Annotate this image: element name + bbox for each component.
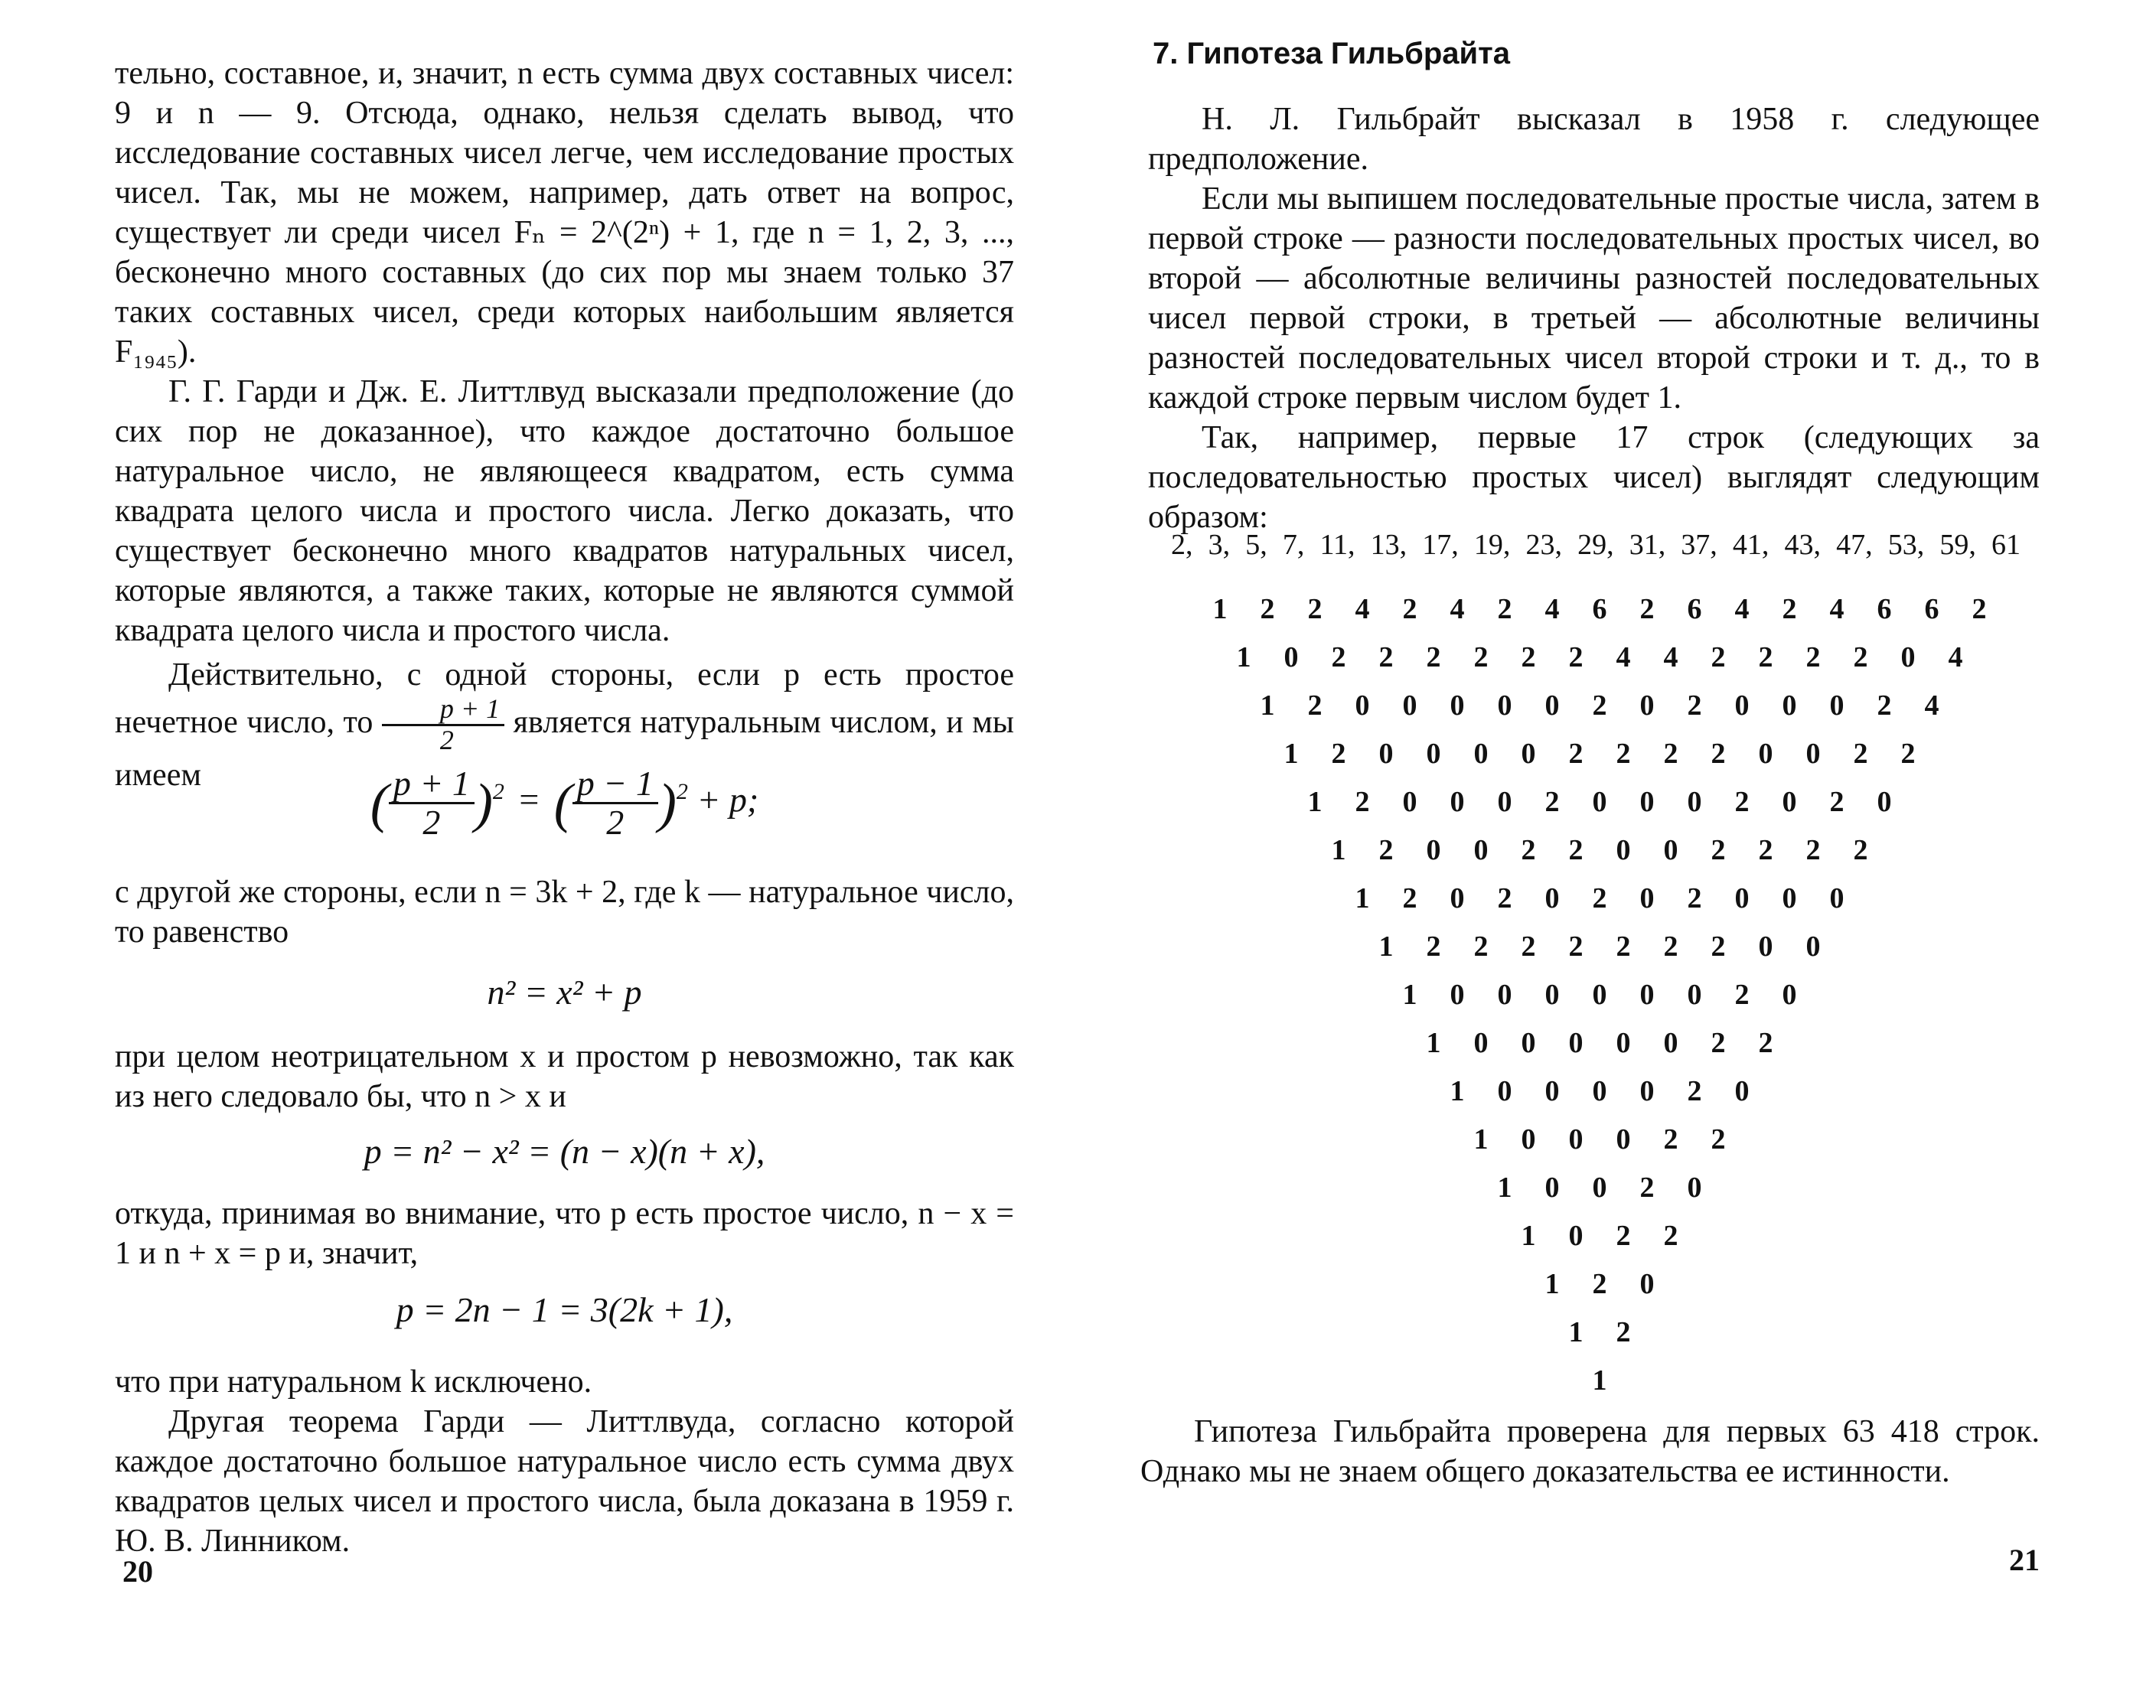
triangle-cell: 2 [1639,593,1655,625]
triangle-cell: 0 [1900,641,1916,673]
left-paragraph-7: что при натуральном k исключено. [115,1364,592,1400]
triangle-cell: 2 [1568,931,1584,963]
triangle-cell: 0 [1687,786,1702,818]
triangle-cell: 1 [1378,931,1394,963]
formula-p-value: p = 2n − 1 = 3(2k + 1), [396,1290,733,1329]
triangle-cell: 2 [1568,641,1584,673]
triangle-cell: 1 [1331,834,1346,866]
triangle-cell: 2 [1521,641,1536,673]
triangle-cell: 2 [1805,641,1821,673]
triangle-row [1194,1260,2005,1309]
triangle-cell: 1 [1592,1364,1607,1397]
prime-number: 59, [1939,529,1976,561]
left-paragraph-1: тельно, составное, и, значит, n есть сумма двух составных чисел: 9 и n — 9. Отсюда, однако, нельзя сделать вывод, что исследование составных чисел легче, чем исследование простых чисел. Так, мы не можем, например, дать ответ на вопрос, существует ли среди чисел Fₙ = 2^(2ⁿ) + 1, где n = 1, 2, 3, ..., бесконечно много составных (до сих пор мы знаем только 37 таких составных чисел, среди которых наибольшим является F₁₉₄₅). [115,56,1014,370]
triangle-cell: 4 [1924,689,1939,722]
right-paragraph-3: Так, например, первые 17 строк (следующих за последовательностью простых чисел) выглядят следующим образом: [1148,420,2040,535]
triangle-cell: 2 [1639,1172,1655,1204]
triangle-cell: 0 [1639,786,1655,818]
triangle-cell: 1 [1544,1268,1560,1300]
triangle-cell: 0 [1616,1027,1631,1059]
triangle-cell: 0 [1663,834,1678,866]
triangle-cell: 0 [1568,1027,1584,1059]
prime-number: 53, [1887,529,1925,561]
triangle-cell: 0 [1568,1123,1584,1156]
triangle-cell: 1 [1260,689,1275,722]
triangle-cell: 1 [1236,641,1251,673]
triangle-cell: 4 [1616,641,1631,673]
triangle-cell: 0 [1544,979,1560,1011]
triangle-cell: 0 [1663,1027,1678,1059]
triangle-cell: 2 [1972,593,1987,625]
fraction-numerator: p + 1 [382,695,504,726]
triangle-cell: 0 [1450,689,1465,722]
triangle-cell: 2 [1900,738,1916,770]
formula-1-rhs-num: p − 1 [572,765,658,804]
triangle-cell: 0 [1568,1220,1584,1252]
triangle-row [1194,875,2005,923]
left-text-block-5 [115,1362,1014,1561]
triangle-row [1194,1309,2005,1357]
prime-number: 19, [1473,529,1511,561]
triangle-cell: 2 [1734,786,1750,818]
paren-open: ( [370,772,389,834]
prime-number: 7, [1282,529,1305,561]
triangle-cell: 4 [1948,641,1963,673]
formula-1-lhs-num: p + 1 [389,765,475,804]
triangle-cell: 2 [1378,641,1394,673]
triangle-cell: 2 [1805,834,1821,866]
triangle-cell: 2 [1616,931,1631,963]
triangle-row [1194,1164,2005,1212]
triangle-cell: 2 [1497,593,1512,625]
triangle-cell: 2 [1616,1220,1631,1252]
triangle-cell: 0 [1639,1075,1655,1107]
triangle-cell: 6 [1687,593,1702,625]
right-paragraph-1: Н. Л. Гильбрайт высказал в 1958 г. следующее предположение. [1148,102,2040,177]
prime-number: 43, [1784,529,1822,561]
triangle-cell: 1 [1568,1316,1584,1348]
triangle-row [1194,585,2005,634]
left-paragraph-3-a: Действительно, с одной стороны, если p есть простое нечетное число, то [115,657,1014,740]
triangle-cell: 0 [1497,689,1512,722]
triangle-cell: 0 [1592,786,1607,818]
left-text-block-2 [115,872,1014,952]
formula-difference-of-squares: p = n² − x² = (n − x)(n + x), [364,1132,765,1171]
triangle-cell: 1 [1402,979,1417,1011]
triangle-cell: 2 [1521,834,1536,866]
triangle-cell: 0 [1497,786,1512,818]
triangle-cell: 2 [1853,738,1868,770]
triangle-cell: 0 [1805,931,1821,963]
triangle-cell: 4 [1663,641,1678,673]
left-paragraph-6: откуда, принимая во внимание, что p есть простое число, n − x = 1 и n + x = p и, значит, [115,1196,1014,1271]
triangle-cell: 0 [1544,1172,1560,1204]
triangle-cell: 6 [1592,593,1607,625]
triangle-cell: 2 [1663,738,1678,770]
left-text-block-4 [115,1194,1014,1273]
triangle-cell: 0 [1521,1027,1536,1059]
triangle-cell: 2 [1592,689,1607,722]
left-paragraph-4: с другой же стороны, если n = 3k + 2, где k — натуральное число, то равенство [115,875,1014,950]
right-paragraph-2: Если мы выпишем последовательные простые числа, затем в первой строке — разности последовательных простых чисел, во второй — абсолютные величины разностей последовательных чисел первой строки, в третьей — абсолютные величины разностей последовательных чисел второй строки и т. д., то в каждой строке первым числом будет 1. [1148,181,2040,416]
triangle-cell: 2 [1616,738,1631,770]
triangle-cell: 1 [1450,1075,1465,1107]
left-paragraph-5: при целом неотрицательном x и простом p невозможно, так как из него следовало бы, что n > x и [115,1039,1014,1114]
left-paragraph-3-fraction [382,695,504,755]
triangle-cell: 0 [1426,738,1441,770]
triangle-cell: 0 [1592,1075,1607,1107]
triangle-cell: 0 [1639,689,1655,722]
triangle-cell: 2 [1544,786,1560,818]
triangle-row [1194,1212,2005,1260]
formula-square-identity: ( $\frac{p + 1}{2}$ )$^2$ = ( $\frac{p - 1}{2}$ )$^2$ + p; [370,764,759,843]
formula-1-rhs-den: 2 [606,803,625,843]
triangle-cell: 0 [1355,689,1370,722]
triangle-cell: 0 [1473,1027,1489,1059]
triangle-cell: 0 [1402,689,1417,722]
triangle-cell: 4 [1450,593,1465,625]
gilbreath-triangle [1194,585,2005,1405]
triangle-cell: 2 [1711,1123,1726,1156]
triangle-cell: 0 [1829,689,1845,722]
triangle-cell: 2 [1426,641,1441,673]
triangle-cell: 0 [1283,641,1299,673]
prime-number: 47, [1836,529,1873,561]
formula-n-squared: n² = x² + p [487,973,642,1012]
triangle-cell: 0 [1687,979,1702,1011]
triangle-cell: 0 [1782,882,1797,914]
triangle-cell: 2 [1568,834,1584,866]
triangle-cell: 2 [1734,979,1750,1011]
triangle-cell: 0 [1782,689,1797,722]
triangle-cell: 0 [1734,882,1750,914]
triangle-cell: 0 [1497,979,1512,1011]
triangle-cell: 2 [1616,1316,1631,1348]
triangle-cell: 6 [1877,593,1892,625]
fraction-denominator: 2 [439,724,454,755]
triangle-cell: 0 [1402,786,1417,818]
triangle-cell: 0 [1426,834,1441,866]
triangle-cell: 0 [1592,1172,1607,1204]
triangle-cell: 0 [1473,738,1489,770]
left-paragraph-2: Г. Г. Гарди и Дж. Е. Литтлвуд высказали предположение (до сих пор не доказанное), что каждое достаточно большое натуральное число, не являющееся квадратом, есть сумма квадрата целого числа и простого числа. Легко доказать, что существует бесконечно много квадратов натуральных чисел, которые являются, а также таких, которые не являются суммой квадрата целого числа и простого числа. [115,374,1014,648]
triangle-cell: 2 [1402,882,1417,914]
triangle-row [1194,1068,2005,1116]
left-paragraph-8: Другая теорема Гарди — Литтлвуда, согласно которой каждое достаточно большое натуральное число есть сумма двух квадратов целых чисел и простого числа, была доказана в 1959 г. Ю. В. Линником. [115,1404,1014,1559]
triangle-cell: 0 [1734,1075,1750,1107]
triangle-cell: 2 [1687,689,1702,722]
page-number-left: 20 [122,1554,153,1589]
triangle-cell: 0 [1592,979,1607,1011]
triangle-cell: 2 [1853,641,1868,673]
triangle-cell: 2 [1497,882,1512,914]
formula-1-lhs-den: 2 [422,803,441,843]
prime-number: 3, [1208,529,1231,561]
triangle-cell: 1 [1307,786,1323,818]
triangle-cell: 0 [1782,786,1797,818]
prime-number: 37, [1681,529,1717,561]
triangle-cell: 0 [1450,786,1465,818]
triangle-cell: 1 [1212,593,1228,625]
prime-number: 23, [1525,529,1562,561]
triangle-row [1194,1357,2005,1405]
triangle-cell: 2 [1782,593,1797,625]
triangle-cell: 0 [1758,931,1773,963]
triangle-cell: 2 [1758,834,1773,866]
triangle-cell: 2 [1378,834,1394,866]
triangle-cell: 2 [1663,1220,1678,1252]
triangle-cell: 0 [1616,834,1631,866]
triangle-cell: 2 [1687,882,1702,914]
section-heading: 7. Гипотеза Гильбрайта [1153,37,1510,70]
triangle-cell: 2 [1663,1123,1678,1156]
left-paragraph-3-b: является натуральным числом, и мы имеем [115,704,1015,793]
left-text-block-3 [115,1037,1014,1116]
triangle-cell: 2 [1877,689,1892,722]
triangle-cell: 4 [1544,593,1560,625]
triangle-row [1194,778,2005,826]
triangle-cell: 2 [1663,931,1678,963]
triangle-cell: 2 [1711,834,1726,866]
triangle-cell: 2 [1687,1075,1702,1107]
triangle-cell: 2 [1307,689,1323,722]
triangle-cell: 2 [1592,1268,1607,1300]
triangle-cell: 2 [1521,931,1536,963]
triangle-cell: 2 [1260,593,1275,625]
triangle-cell: 0 [1639,882,1655,914]
triangle-cell: 4 [1355,593,1370,625]
prime-number: 2, [1171,529,1193,561]
triangle-row [1194,730,2005,778]
triangle-cell: 0 [1544,689,1560,722]
triangle-cell: 2 [1355,786,1370,818]
triangle-cell: 2 [1853,834,1868,866]
triangle-cell: 0 [1639,979,1655,1011]
triangle-cell: 0 [1378,738,1394,770]
triangle-cell: 2 [1829,786,1845,818]
formula-1-tail: + p; [696,780,759,820]
right-text-block-1 [1148,99,2040,537]
triangle-cell: 2 [1402,593,1417,625]
triangle-cell: 1 [1521,1220,1536,1252]
right-paragraph-4: Гипотеза Гильбрайта проверена для первых 63 418 строк. Однако мы не знаем общего доказательства ее истинности. [1140,1414,2040,1489]
triangle-cell: 4 [1829,593,1845,625]
prime-number: 31, [1629,529,1666,561]
prime-number: 13, [1370,529,1407,561]
triangle-cell: 2 [1758,641,1773,673]
triangle-cell: 0 [1497,1075,1512,1107]
triangle-cell: 0 [1829,882,1845,914]
triangle-cell: 0 [1687,1172,1702,1204]
triangle-cell: 2 [1711,931,1726,963]
right-text-block-2 [1140,1412,2040,1491]
triangle-cell: 0 [1805,738,1821,770]
triangle-cell: 2 [1711,641,1726,673]
prime-number: 11, [1319,529,1355,561]
triangle-cell: 1 [1355,882,1370,914]
triangle-cell: 0 [1877,786,1892,818]
triangle-row [1194,634,2005,682]
triangle-cell: 2 [1307,593,1323,625]
triangle-row [1194,826,2005,875]
triangle-cell: 2 [1592,882,1607,914]
triangle-row [1194,682,2005,730]
page-number-right: 21 [2009,1543,2040,1577]
primes-sequence [1171,528,2021,562]
triangle-cell: 0 [1450,979,1465,1011]
prime-number: 17, [1422,529,1459,561]
triangle-cell: 2 [1711,738,1726,770]
prime-number: 5, [1245,529,1267,561]
triangle-row [1194,1116,2005,1164]
triangle-cell: 0 [1521,1123,1536,1156]
triangle-cell: 0 [1639,1268,1655,1300]
paren-close: ) [474,772,493,834]
triangle-cell: 0 [1450,882,1465,914]
triangle-cell: 2 [1331,738,1346,770]
formula-1-rhs-fraction [572,765,658,842]
formula-1-lhs-fraction [389,765,475,842]
prime-number: 41, [1732,529,1769,561]
triangle-cell: 2 [1568,738,1584,770]
triangle-cell: 2 [1758,1027,1773,1059]
prime-number: 61 [1991,529,2021,561]
triangle-cell: 0 [1544,882,1560,914]
triangle-row [1194,1019,2005,1068]
triangle-cell: 0 [1616,1123,1631,1156]
triangle-cell: 2 [1711,1027,1726,1059]
triangle-cell: 6 [1924,593,1939,625]
triangle-cell: 0 [1734,689,1750,722]
triangle-cell: 1 [1473,1123,1489,1156]
triangle-cell: 0 [1521,738,1536,770]
triangle-cell: 0 [1544,1075,1560,1107]
triangle-cell: 0 [1758,738,1773,770]
triangle-cell: 2 [1473,641,1489,673]
left-text-block-1 [115,54,1014,795]
triangle-cell: 2 [1331,641,1346,673]
triangle-cell: 0 [1782,979,1797,1011]
prime-number: 29, [1577,529,1614,561]
triangle-cell: 1 [1426,1027,1441,1059]
triangle-row [1194,923,2005,971]
triangle-cell: 1 [1497,1172,1512,1204]
triangle-row [1194,971,2005,1019]
triangle-cell: 2 [1426,931,1441,963]
triangle-cell: 0 [1473,834,1489,866]
triangle-cell: 4 [1734,593,1750,625]
triangle-cell: 2 [1473,931,1489,963]
triangle-cell: 1 [1283,738,1299,770]
